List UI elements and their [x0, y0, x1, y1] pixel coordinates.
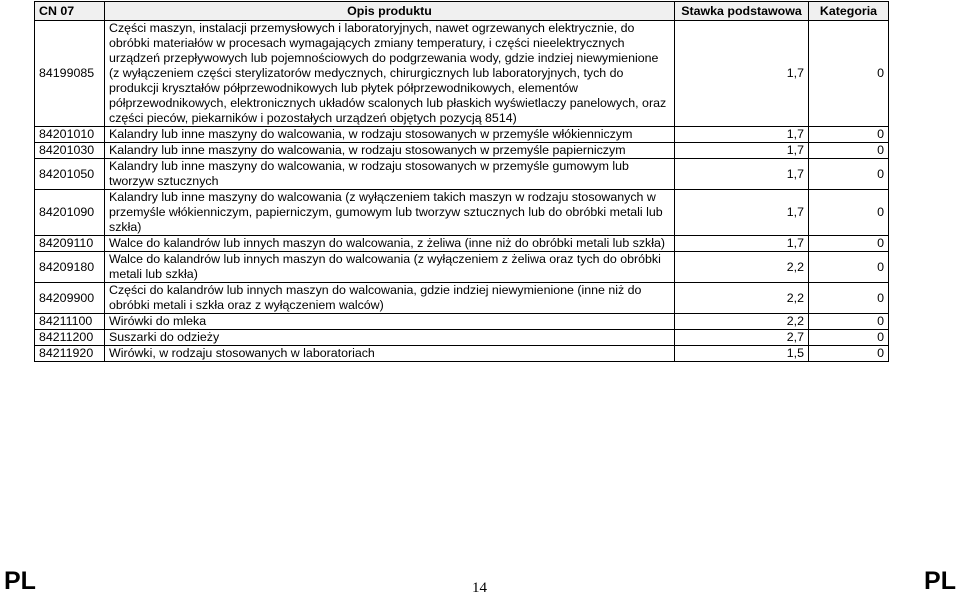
cell-cn-code: 84209110 — [35, 236, 105, 252]
cell-cn-code: 84201090 — [35, 190, 105, 236]
cell-cn-code: 84199085 — [35, 21, 105, 127]
table-row — [35, 283, 889, 314]
cell-category: 0 — [809, 346, 889, 362]
cell-category: 0 — [809, 190, 889, 236]
table-row — [35, 330, 889, 346]
cell-category: 0 — [809, 143, 889, 159]
cell-category: 0 — [809, 127, 889, 143]
cell-cn-code: 84201030 — [35, 143, 105, 159]
table-body — [35, 21, 889, 362]
cell-rate: 1,7 — [675, 143, 809, 159]
cell-category: 0 — [809, 159, 889, 190]
header-rate: Stawka podstawowa — [675, 2, 809, 21]
table-row — [35, 346, 889, 362]
table-row — [35, 252, 889, 283]
table-row — [35, 127, 889, 143]
cell-rate: 2,2 — [675, 252, 809, 283]
cell-cn-code: 84211200 — [35, 330, 105, 346]
cell-rate: 1,7 — [675, 190, 809, 236]
table-row — [35, 21, 889, 127]
cell-cn-code: 84201010 — [35, 127, 105, 143]
cell-description: Kalandry lub inne maszyny do walcowania, w rodzaju stosowanych w przemyśle papierniczym — [105, 143, 675, 159]
cell-category: 0 — [809, 21, 889, 127]
cell-category: 0 — [809, 236, 889, 252]
cell-description: Wirówki do mleka — [105, 314, 675, 330]
header-description: Opis produktu — [105, 2, 675, 21]
cell-category: 0 — [809, 314, 889, 330]
table-header-row — [35, 2, 889, 21]
cell-description: Części do kalandrów lub innych maszyn do walcowania, gdzie indziej niewymienione (inne niż do obróbki metali i szkła oraz z wyłączeniem walców) — [105, 283, 675, 314]
cell-cn-code: 84211920 — [35, 346, 105, 362]
table-row — [35, 190, 889, 236]
cell-description: Kalandry lub inne maszyny do walcowania, w rodzaju stosowanych w przemyśle gumowym lub tworzyw sztucznych — [105, 159, 675, 190]
cell-category: 0 — [809, 330, 889, 346]
cell-rate: 2,2 — [675, 314, 809, 330]
header-cn-code: CN 07 — [35, 2, 105, 21]
table-row — [35, 143, 889, 159]
footer-country-left: PL — [4, 567, 36, 595]
cell-rate: 2,2 — [675, 283, 809, 314]
table-row — [35, 236, 889, 252]
cell-rate: 1,7 — [675, 159, 809, 190]
cell-cn-code: 84211100 — [35, 314, 105, 330]
cell-description: Walce do kalandrów lub innych maszyn do walcowania (z wyłączeniem z żeliwa oraz tych do obróbki metali lub szkła) — [105, 252, 675, 283]
cell-description: Części maszyn, instalacji przemysłowych i laboratoryjnych, nawet ogrzewanych elektrycznie, do obróbki materiałów w procesach wymagających zmiany temperatury, i części nieelektrycznych urządzeń przepływowych lub pojemnościowych do podgrzewania wody, gdzie indziej niewymienione (z wyłączeniem części sterylizatorów medycznych, chirurgicznych lub laboratoryjnych, tych do produkcji kryształów półprzewodnikowych lub płytek półprzewodnikowych, elementów półprzewodnikowych, elektronicznych układów scalonych lub płaskich wyświetlaczy panelowych, oraz części pieców, piekarników i pozostałych urządzeń objętych pozycją 8514) — [105, 21, 675, 127]
header-category: Kategoria — [809, 2, 889, 21]
cell-cn-code: 84201050 — [35, 159, 105, 190]
cell-description: Suszarki do odzieży — [105, 330, 675, 346]
cell-description: Kalandry lub inne maszyny do walcowania, w rodzaju stosowanych w przemyśle włókienniczym — [105, 127, 675, 143]
cell-rate: 2,7 — [675, 330, 809, 346]
cell-description: Kalandry lub inne maszyny do walcowania (z wyłączeniem takich maszyn w rodzaju stosowanych w przemyśle włókienniczym, papierniczym, gumowym lub tworzyw sztucznych lub do obróbki metali lub szkła) — [105, 190, 675, 236]
footer-country-right: PL — [924, 567, 956, 595]
cell-category: 0 — [809, 283, 889, 314]
cell-rate: 1,7 — [675, 21, 809, 127]
page-number: 14 — [472, 580, 487, 596]
cell-cn-code: 84209180 — [35, 252, 105, 283]
cell-description: Walce do kalandrów lub innych maszyn do walcowania, z żeliwa (inne niż do obróbki metali lub szkła) — [105, 236, 675, 252]
cell-rate: 1,7 — [675, 236, 809, 252]
cell-category: 0 — [809, 252, 889, 283]
cell-rate: 1,5 — [675, 346, 809, 362]
table-row — [35, 159, 889, 190]
table-row — [35, 314, 889, 330]
cn-tariff-table — [34, 1, 889, 362]
cell-cn-code: 84209900 — [35, 283, 105, 314]
cell-rate: 1,7 — [675, 127, 809, 143]
cell-description: Wirówki, w rodzaju stosowanych w laboratoriach — [105, 346, 675, 362]
